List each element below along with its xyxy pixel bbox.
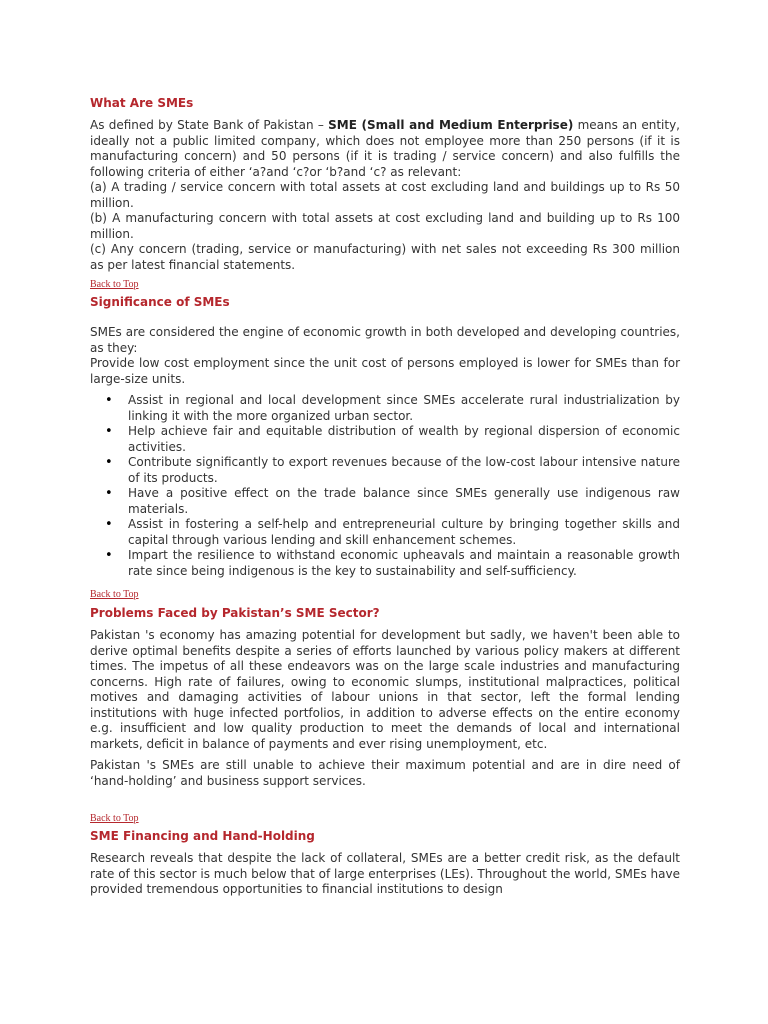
heading-what-are-smes: What Are SMEs: [90, 96, 194, 110]
financing-body: [90, 851, 680, 898]
back-to-top-link[interactable]: Back to Top: [90, 279, 139, 290]
heading-problems: Problems Faced by Pakistan’s SME Sector?: [90, 606, 380, 620]
list-item: • Assist in regional and local development since SMEs accelerate rural industrialization by linking it with the more organized urban sector.: [128, 393, 680, 424]
criterion-c: (c) Any concern (trading, service or manufacturing) with net sales not exceeding Rs 300 million as per latest financial statements.: [90, 242, 680, 272]
problems-body: [90, 628, 680, 789]
sme-definition: As defined by State Bank of Pakistan – SME (Small and Medium Enterprise) means an entity, ideally not a public limited company, which does not employee more than 250 persons (if it is manufacturing concern) and 50 persons (if it is trading / service concern) and also fulfills the following criteria of either ‘a?and ‘c?or ‘b?and ‘c? as relevant:: [90, 118, 680, 179]
significance-intro: SMEs are considered the engine of economic growth in both developed and developing countries, as they:: [90, 325, 680, 355]
what-are-smes-body: [90, 118, 680, 273]
financing-paragraph-1: Research reveals that despite the lack of collateral, SMEs are a better credit risk, as the default rate of this sector is much below that of large enterprises (LEs). Throughout the world, SMEs have provided tremendous opportunities to financial institutions to design: [90, 851, 680, 896]
criterion-b: (b) A manufacturing concern with total assets at cost excluding land and building up to Rs 100 million.: [90, 211, 680, 241]
problems-paragraph-2: Pakistan 's SMEs are still unable to achieve their maximum potential and are in dire need of ‘hand-holding’ and business support services.: [90, 758, 680, 788]
back-to-top-link[interactable]: Back to Top: [90, 589, 139, 600]
list-item: • Help achieve fair and equitable distribution of wealth by regional dispersion of economic activities.: [128, 424, 680, 455]
heading-financing: SME Financing and Hand-Holding: [90, 829, 315, 843]
heading-significance: Significance of SMEs: [90, 295, 230, 309]
list-item: • Assist in fostering a self-help and entrepreneurial culture by bringing together skills and capital through various lending and skill enhancement schemes.: [128, 517, 680, 548]
significance-list: [90, 393, 680, 579]
criterion-a: (a) A trading / service concern with total assets at cost excluding land and buildings up to Rs 50 million.: [90, 180, 680, 210]
significance-body: [90, 325, 680, 579]
list-item: • Contribute significantly to export revenues because of the low-cost labour intensive nature of its products.: [128, 455, 680, 486]
back-to-top-link[interactable]: Back to Top: [90, 813, 139, 824]
list-item: • Impart the resilience to withstand economic upheavals and maintain a reasonable growth rate since being indigenous is the key to sustainability and self-sufficiency.: [128, 548, 680, 579]
problems-paragraph-1: Pakistan 's economy has amazing potential for development but sadly, we haven't been able to derive optimal benefits despite a series of efforts launched by various policy makers at different times. The impetus of all these endeavors was on the large scale industries and manufacturing concerns. High rate of failures, owing to economic slumps, institutional malpractices, political motives and damaging activities of labour unions in that sector, left the formal lending institutions with huge infected portfolios, in addition to adverse effects on the entire economy e.g. insufficient and low quality production to meet the demands of local and international markets, deficit in balance of payments and ever rising unemployment, etc.: [90, 628, 680, 751]
sme-term: SME (Small and Medium Enterprise): [328, 118, 574, 132]
list-item: • Have a positive effect on the trade balance since SMEs generally use indigenous raw materials.: [128, 486, 680, 517]
significance-intro-2: Provide low cost employment since the unit cost of persons employed is lower for SMEs than for large-size units.: [90, 356, 680, 386]
